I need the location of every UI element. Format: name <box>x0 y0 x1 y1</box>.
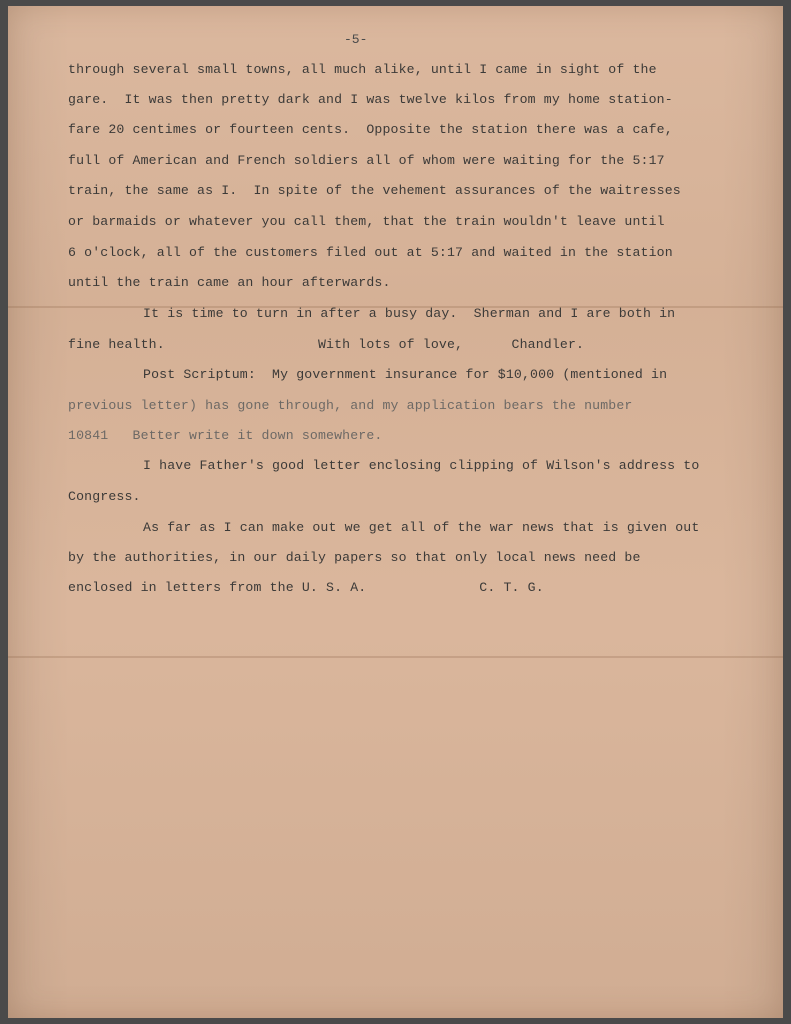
text-line: I have Father's good letter enclosing clipping of Wilson's address to <box>143 458 700 473</box>
text-line: gare. It was then pretty dark and I was twelve kilos from my home station- <box>68 92 673 107</box>
text-line: until the train came an hour afterwards. <box>68 275 391 290</box>
signature-line: enclosed in letters from the U. S. A. C. T. G. <box>68 580 544 595</box>
text-line: Congress. <box>68 489 141 504</box>
text-line: through several small towns, all much alike, until I came in sight of the <box>68 62 657 77</box>
text-line: or barmaids or whatever you call them, that the train wouldn't leave until <box>68 214 665 229</box>
text-line: It is time to turn in after a busy day. Sherman and I are both in <box>143 306 676 321</box>
text-line: previous letter) has gone through, and my application bears the number <box>68 398 633 413</box>
text-line: fine health. With lots of love, Chandler. <box>68 337 585 352</box>
text-line: full of American and French soldiers all of whom were waiting for the 5:17 <box>68 153 665 168</box>
text-line: As far as I can make out we get all of the war news that is given out <box>143 520 700 535</box>
paper-fold <box>8 656 783 658</box>
text-line: fare 20 centimes or fourteen cents. Opposite the station there was a cafe, <box>68 122 673 137</box>
page-number: -5- <box>344 32 368 47</box>
postscript-line: Post Scriptum: My government insurance for $10,000 (mentioned in <box>143 367 668 382</box>
text-line: 6 o'clock, all of the customers filed out at 5:17 and waited in the station <box>68 245 673 260</box>
text-line: 10841 Better write it down somewhere. <box>68 428 383 443</box>
text-line: by the authorities, in our daily papers so that only local news need be <box>68 550 641 565</box>
text-line: train, the same as I. In spite of the vehement assurances of the waitresses <box>68 183 681 198</box>
